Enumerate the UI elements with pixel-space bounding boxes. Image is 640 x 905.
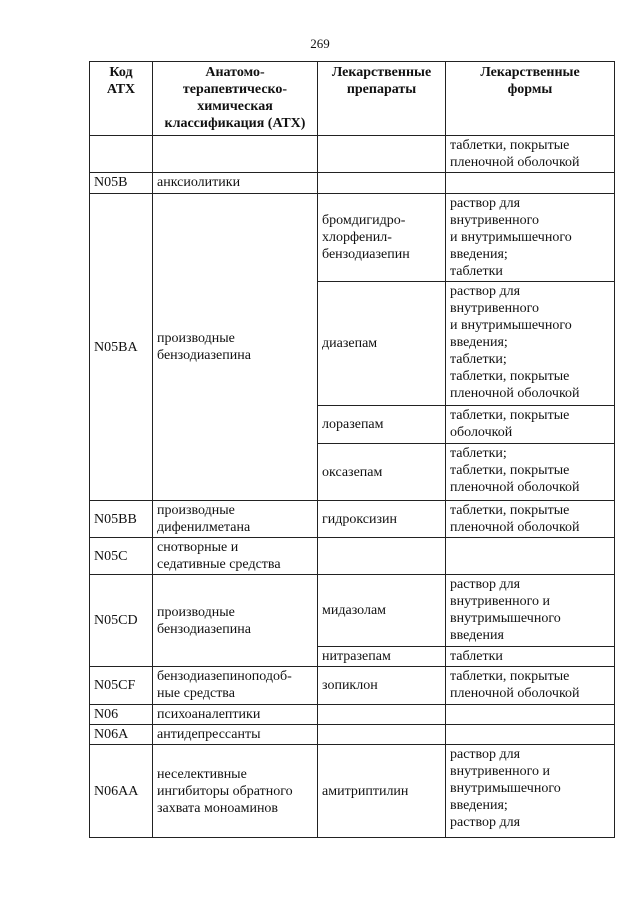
form-cell: раствор для внутривенного и внутримышечного введения; раствор для	[446, 745, 615, 838]
classification-cell: анксиолитики	[153, 173, 318, 194]
page-number: 269	[310, 36, 330, 51]
form-cell: таблетки, покрытые оболочкой	[446, 406, 615, 444]
code-cell: N06A	[90, 725, 153, 745]
drug-cell: лоразепам	[318, 406, 446, 444]
table-row	[90, 173, 615, 194]
header-forms: Лекарственные формы	[446, 62, 615, 136]
drug-cell: нитразепам	[318, 647, 446, 667]
table-row	[90, 745, 615, 838]
drug-cell: амитриптилин	[318, 745, 446, 838]
drug-cell: оксазепам	[318, 444, 446, 501]
classification-cell: психоаналептики	[153, 705, 318, 725]
classification-cell: антидепрессанты	[153, 725, 318, 745]
table-header-row	[90, 62, 615, 136]
drug-cell	[318, 173, 446, 194]
code-cell: N05CD	[90, 575, 153, 667]
form-cell: таблетки; таблетки, покрытые пленочной оболочкой	[446, 444, 615, 501]
form-cell	[446, 705, 615, 725]
form-cell: раствор для внутривенного и внутримышечного введения; таблетки	[446, 194, 615, 282]
header-drugs: Лекарственные препараты	[318, 62, 446, 136]
code-cell: N05BA	[90, 194, 153, 501]
table-row	[90, 575, 615, 647]
table-row	[90, 136, 615, 173]
table-row	[90, 705, 615, 725]
drug-cell	[318, 705, 446, 725]
drug-cell	[318, 538, 446, 575]
form-cell: таблетки, покрытые пленочной оболочкой	[446, 136, 615, 173]
classification-cell	[153, 136, 318, 173]
code-cell: N06AA	[90, 745, 153, 838]
code-cell: N06	[90, 705, 153, 725]
drug-cell	[318, 725, 446, 745]
code-cell: N05B	[90, 173, 153, 194]
form-cell	[446, 538, 615, 575]
code-cell: N05C	[90, 538, 153, 575]
form-cell: таблетки, покрытые пленочной оболочкой	[446, 501, 615, 538]
classification-cell: производные дифенилметана	[153, 501, 318, 538]
classification-cell: бензодиазепиноподоб- ные средства	[153, 667, 318, 705]
form-cell: таблетки, покрытые пленочной оболочкой	[446, 667, 615, 705]
classification-cell: производные бензодиазепина	[153, 575, 318, 667]
table-row	[90, 501, 615, 538]
classification-cell: производные бензодиазепина	[153, 194, 318, 501]
atc-drug-table	[89, 61, 615, 838]
drug-cell: зопиклон	[318, 667, 446, 705]
drug-cell: бромдигидро- хлорфенил- бензодиазепин	[318, 194, 446, 282]
drug-cell: диазепам	[318, 282, 446, 406]
form-cell: таблетки	[446, 647, 615, 667]
form-cell: раствор для внутривенного и внутримышечного введения	[446, 575, 615, 647]
table-row	[90, 194, 615, 282]
code-cell: N05BB	[90, 501, 153, 538]
drug-cell: гидроксизин	[318, 501, 446, 538]
header-code: Код АТХ	[90, 62, 153, 136]
table-row	[90, 667, 615, 705]
header-classification: Анатомо- терапевтическо- химическая классификация (АТХ)	[153, 62, 318, 136]
classification-cell: снотворные и седативные средства	[153, 538, 318, 575]
form-cell	[446, 725, 615, 745]
code-cell: N05CF	[90, 667, 153, 705]
drug-cell: мидазолам	[318, 575, 446, 647]
classification-cell: неселективные ингибиторы обратного захвата моноаминов	[153, 745, 318, 838]
table-row	[90, 538, 615, 575]
code-cell	[90, 136, 153, 173]
drug-cell	[318, 136, 446, 173]
table-row	[90, 725, 615, 745]
form-cell	[446, 173, 615, 194]
form-cell: раствор для внутривенного и внутримышечного введения; таблетки; таблетки, покрытые пленочной оболочкой	[446, 282, 615, 406]
